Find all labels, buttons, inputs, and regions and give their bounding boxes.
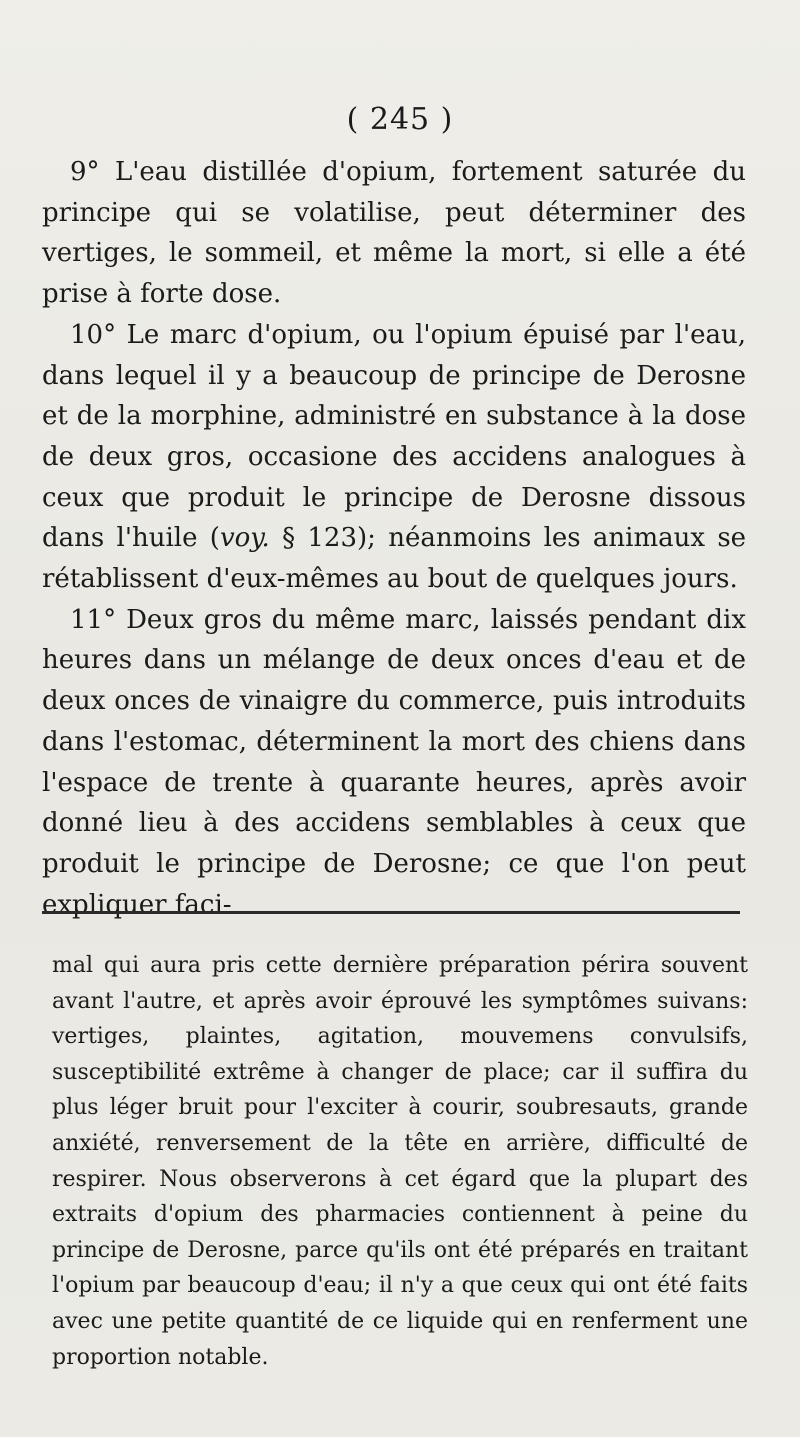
paragraph-10-continuation: ); néanmoins les animaux se rétablissent d'eux-mêmes au bout de quelques jours. bbox=[42, 523, 747, 595]
paragraph-10-text: 10° Le marc d'opium, ou l'opium épuisé par l'eau, dans lequel il y a beaucoup de principe de Derosne et de la morphine, administré en substance à la dose de deux gros, occasione des accidens analogues à ceux que produit le principe de Derosne dissous dans l'huile bbox=[42, 319, 746, 554]
paragraph-9: 9° L'eau distillée d'opium, fortement saturée du principe qui se volatilise, peut déterminer des vertiges, le sommeil, et même la mort, si elle a été prise à forte dose. bbox=[42, 157, 746, 310]
footnote-divider bbox=[42, 911, 740, 914]
paragraph-11: 11° Deux gros du même marc, laissés pendant dix heures dans un mélange de deux onces d'eau et de deux onces de vinaigre du commerce, puis introduits dans l'estomac, déterminent la mort des chiens dans l'espace de trente à quarante heures, après avoir donné lieu à des accidens semblables à ceux que produit le principe de Derosne; ce que l'on peut expliquer faci- bbox=[42, 604, 746, 920]
reference-voy: voy. bbox=[219, 523, 270, 554]
paragraph-10 bbox=[42, 315, 746, 600]
reference-open: ( bbox=[209, 523, 220, 554]
main-text bbox=[42, 152, 746, 925]
reference-section: § 123 bbox=[282, 523, 358, 554]
footnote: mal qui aura pris cette dernière préparation périra souvent avant l'autre, et après avoir éprouvé les symptômes suivans: vertiges, plaintes, agitation, mouvemens convulsifs, susceptibilité extrême à changer de place; car il suffira du plus léger bruit pour l'exciter à courir, soubresauts, grande anxiété, renversement de la tête en arrière, difficulté de respirer. Nous observerons à cet égard que la plupart des extraits d'opium des pharmacies contiennent à peine du principe de Derosne, parce qu'ils ont été préparés en traitant l'opium par beaucoup d'eau; il n'y a que ceux qui ont été faits avec une petite quantité de ce liquide qui en renferment une proportion notable. bbox=[52, 953, 748, 1370]
page-number: ( 245 ) bbox=[346, 102, 454, 137]
